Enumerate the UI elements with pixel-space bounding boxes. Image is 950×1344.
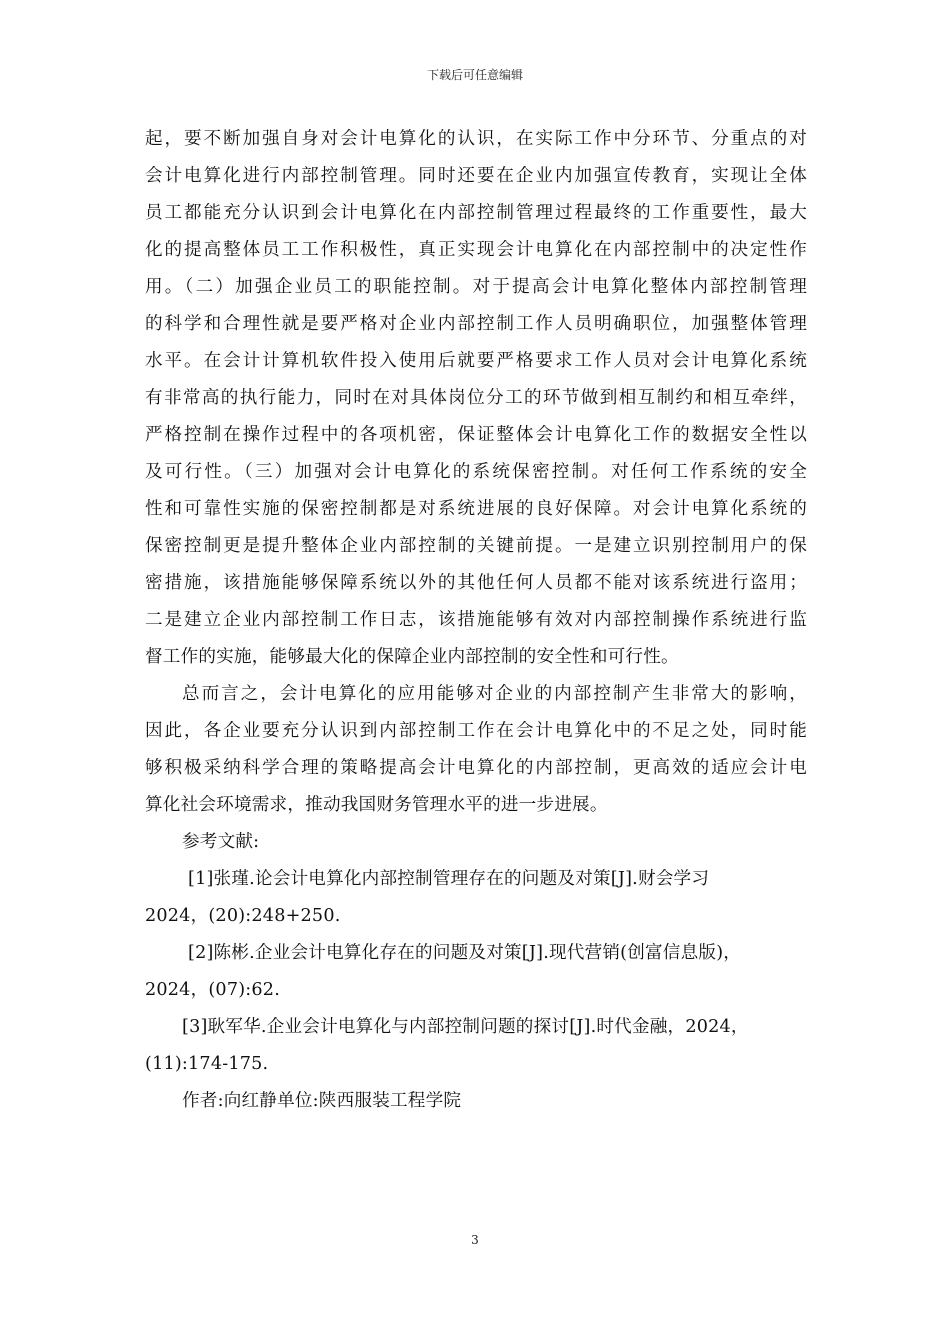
body-line: 起，要不断加强自身对会计电算化的认识，在实际工作中分环节、分重点的对 [145,129,807,149]
reference-item-3-line2: (11):174-175. [145,1054,269,1074]
body-line: 因此，各企业要充分认识到内部控制工作在会计电算化中的不足之处，同时能 [145,721,807,741]
body-line: 密措施，该措施能够保障系统以外的其他任何人员都不能对该系统进行盗用； [145,573,807,593]
body-line: 性和可靠性实施的保密控制都是对系统进展的良好保障。对会计电算化系统的 [145,499,807,519]
body-line: 会计电算化进行内部控制管理。同时还要在企业内加强宣传教育，实现让全体 [145,166,807,186]
reference-item-1-line1: [1]张瑾.论会计电算化内部控制管理存在的问题及对策[J].财会学习 [188,869,710,889]
body-line: 督工作的实施，能够最大化的保障企业内部控制的安全性和可行性。 [145,647,679,667]
author-line: 作者:向红静单位:陕西服装工程学院 [182,1091,462,1111]
reference-item-2-line2: 2024，(07):62. [145,980,280,1000]
body-line: 水平。在会计计算机软件投入使用后就要严格要求工作人员对会计电算化系统 [145,351,807,371]
body-line: 及可行性。（三）加强对会计电算化的系统保密控制。对任何工作系统的安全 [145,462,807,482]
reference-item-1-line2: 2024，(20):248+250. [145,906,341,926]
page-header: 下载后可任意编辑 [426,68,523,82]
body-line: 保密控制更是提升整体企业内部控制的关键前提。一是建立识别控制用户的保 [145,536,807,556]
body-line: 化的提高整体员工工作积极性，真正实现会计电算化在内部控制中的决定性作 [145,240,807,260]
reference-item-2-line1: [2]陈彬.企业会计电算化存在的问题及对策[J].现代营销(创富信息版)， [188,943,742,963]
body-line: 有非常高的执行能力，同时在对具体岗位分工的环节做到相互制约和相互牵绊， [145,388,807,408]
reference-item-3-line1: [3]耿军华.企业会计电算化与内部控制问题的探讨[J].时代金融，2024， [182,1017,749,1037]
body-line: 算化社会环境需求，推动我国财务管理水平的进一步进展。 [145,795,608,815]
document-body [145,121,807,1120]
body-line: 员工都能充分认识到会计电算化在内部控制管理过程最终的工作重要性，最大 [145,203,807,223]
body-line: 的科学和合理性就是要严格对企业内部控制工作人员明确职位，加强整体管理 [145,314,807,334]
body-line: 用。（二）加强企业员工的职能控制。对于提高会计电算化整体内部控制管理 [145,277,807,297]
body-line: 够积极采纳科学合理的策略提高会计电算化的内部控制，更高效的适应会计电 [145,758,807,778]
page-number: 3 [471,1233,479,1247]
body-line-indented: 总而言之，会计电算化的应用能够对企业的内部控制产生非常大的影响， [182,684,807,704]
body-line: 二是建立企业内部控制工作日志，该措施能够有效对内部控制操作系统进行监 [145,610,807,630]
references-heading: 参考文献: [182,832,260,852]
body-line: 严格控制在操作过程中的各项机密，保证整体会计电算化工作的数据安全性以 [145,425,807,445]
